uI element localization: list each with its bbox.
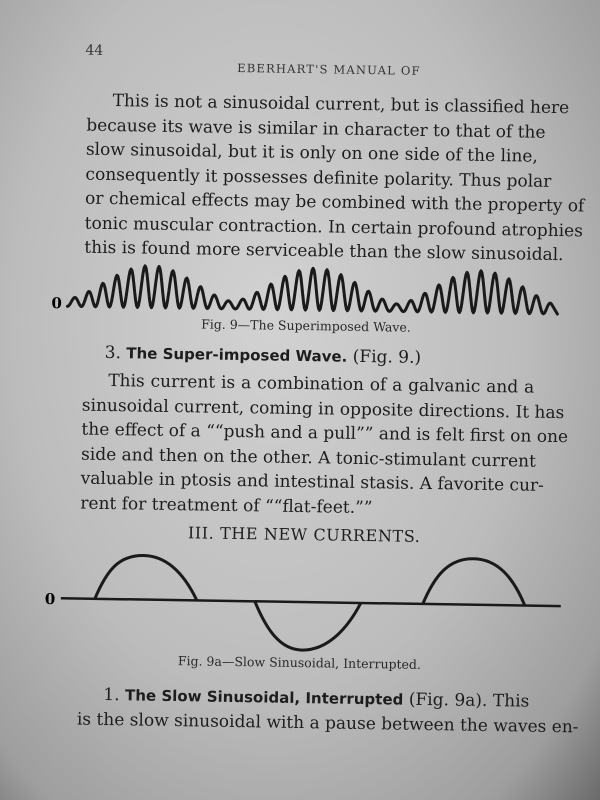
section-3-ref: (Fig. 9.) xyxy=(352,346,422,368)
section-1-line1-tail: This xyxy=(492,691,530,712)
text-line: because its wave is similar in character to that of the xyxy=(86,115,546,143)
text-line: this is found more serviceable than the slow sinusoidal. xyxy=(84,237,564,266)
section-1-title: The Slow Sinusoidal, Interrupted xyxy=(124,686,404,709)
text-line: the effect of a ““push and a pull”” and is felt first on one xyxy=(81,419,569,448)
figure-9-zero-label: 0 xyxy=(51,294,63,313)
text-line: consequently it possesses definite polarity. Thus polar xyxy=(85,164,552,192)
text-line: sinusoidal current, coming in opposite directions. It has xyxy=(81,395,565,423)
figure-9-caption: Fig. 9—The Superimposed Wave. xyxy=(201,316,411,335)
paragraph-superimposed xyxy=(80,369,569,523)
text-line: or chemical effects may be combined with the property of xyxy=(84,188,585,217)
text-line: This is not a sinusoidal current, but is classified here xyxy=(112,91,570,119)
text-line: tonic muscular contraction. In certain profound atrophies xyxy=(84,213,584,241)
positive-half-wave-right xyxy=(423,558,526,606)
baseline xyxy=(61,598,561,606)
text-line: This current is a combination of a galvanic and a xyxy=(108,370,535,398)
section-3-number: 3. xyxy=(104,342,122,364)
text-line: is the slow sinusoidal with a pause between the waves en- xyxy=(76,709,579,737)
text-line: slow sinusoidal, but it is only on one side of the line, xyxy=(85,139,539,167)
running-head: EBERHART'S MANUAL OF xyxy=(237,60,421,78)
figure-9a-slow-sinusoidal xyxy=(44,546,576,664)
text-line: rent for treatment of ““flat-feet.”” xyxy=(80,493,373,518)
section-1-ref: (Fig. 9a). xyxy=(408,689,488,711)
section-1-number: 1. xyxy=(103,684,120,706)
figure-9a-zero-label: 0 xyxy=(44,590,56,609)
section-heading-new-currents: III. THE NEW CURRENTS. xyxy=(187,523,421,546)
section-3-title: The Super-imposed Wave. xyxy=(126,344,348,366)
paragraph-polarity xyxy=(84,89,585,268)
superimposed-wave-curve xyxy=(67,264,558,314)
text-line: side and then on the other. A tonic-stimulant current xyxy=(80,444,537,472)
negative-half-wave xyxy=(254,601,361,651)
text-line: valuable in ptosis and intestinal stasis. A favorite cur- xyxy=(80,468,545,496)
page-number: 44 xyxy=(85,42,104,59)
positive-half-wave-left xyxy=(95,555,198,601)
paragraph-slow-sinusoidal-interrupted xyxy=(76,683,579,739)
figure-9a-caption: Fig. 9a—Slow Sinusoidal, Interrupted. xyxy=(177,653,422,672)
figure-9-superimposed-wave xyxy=(51,258,572,326)
section-3-heading xyxy=(105,343,422,368)
